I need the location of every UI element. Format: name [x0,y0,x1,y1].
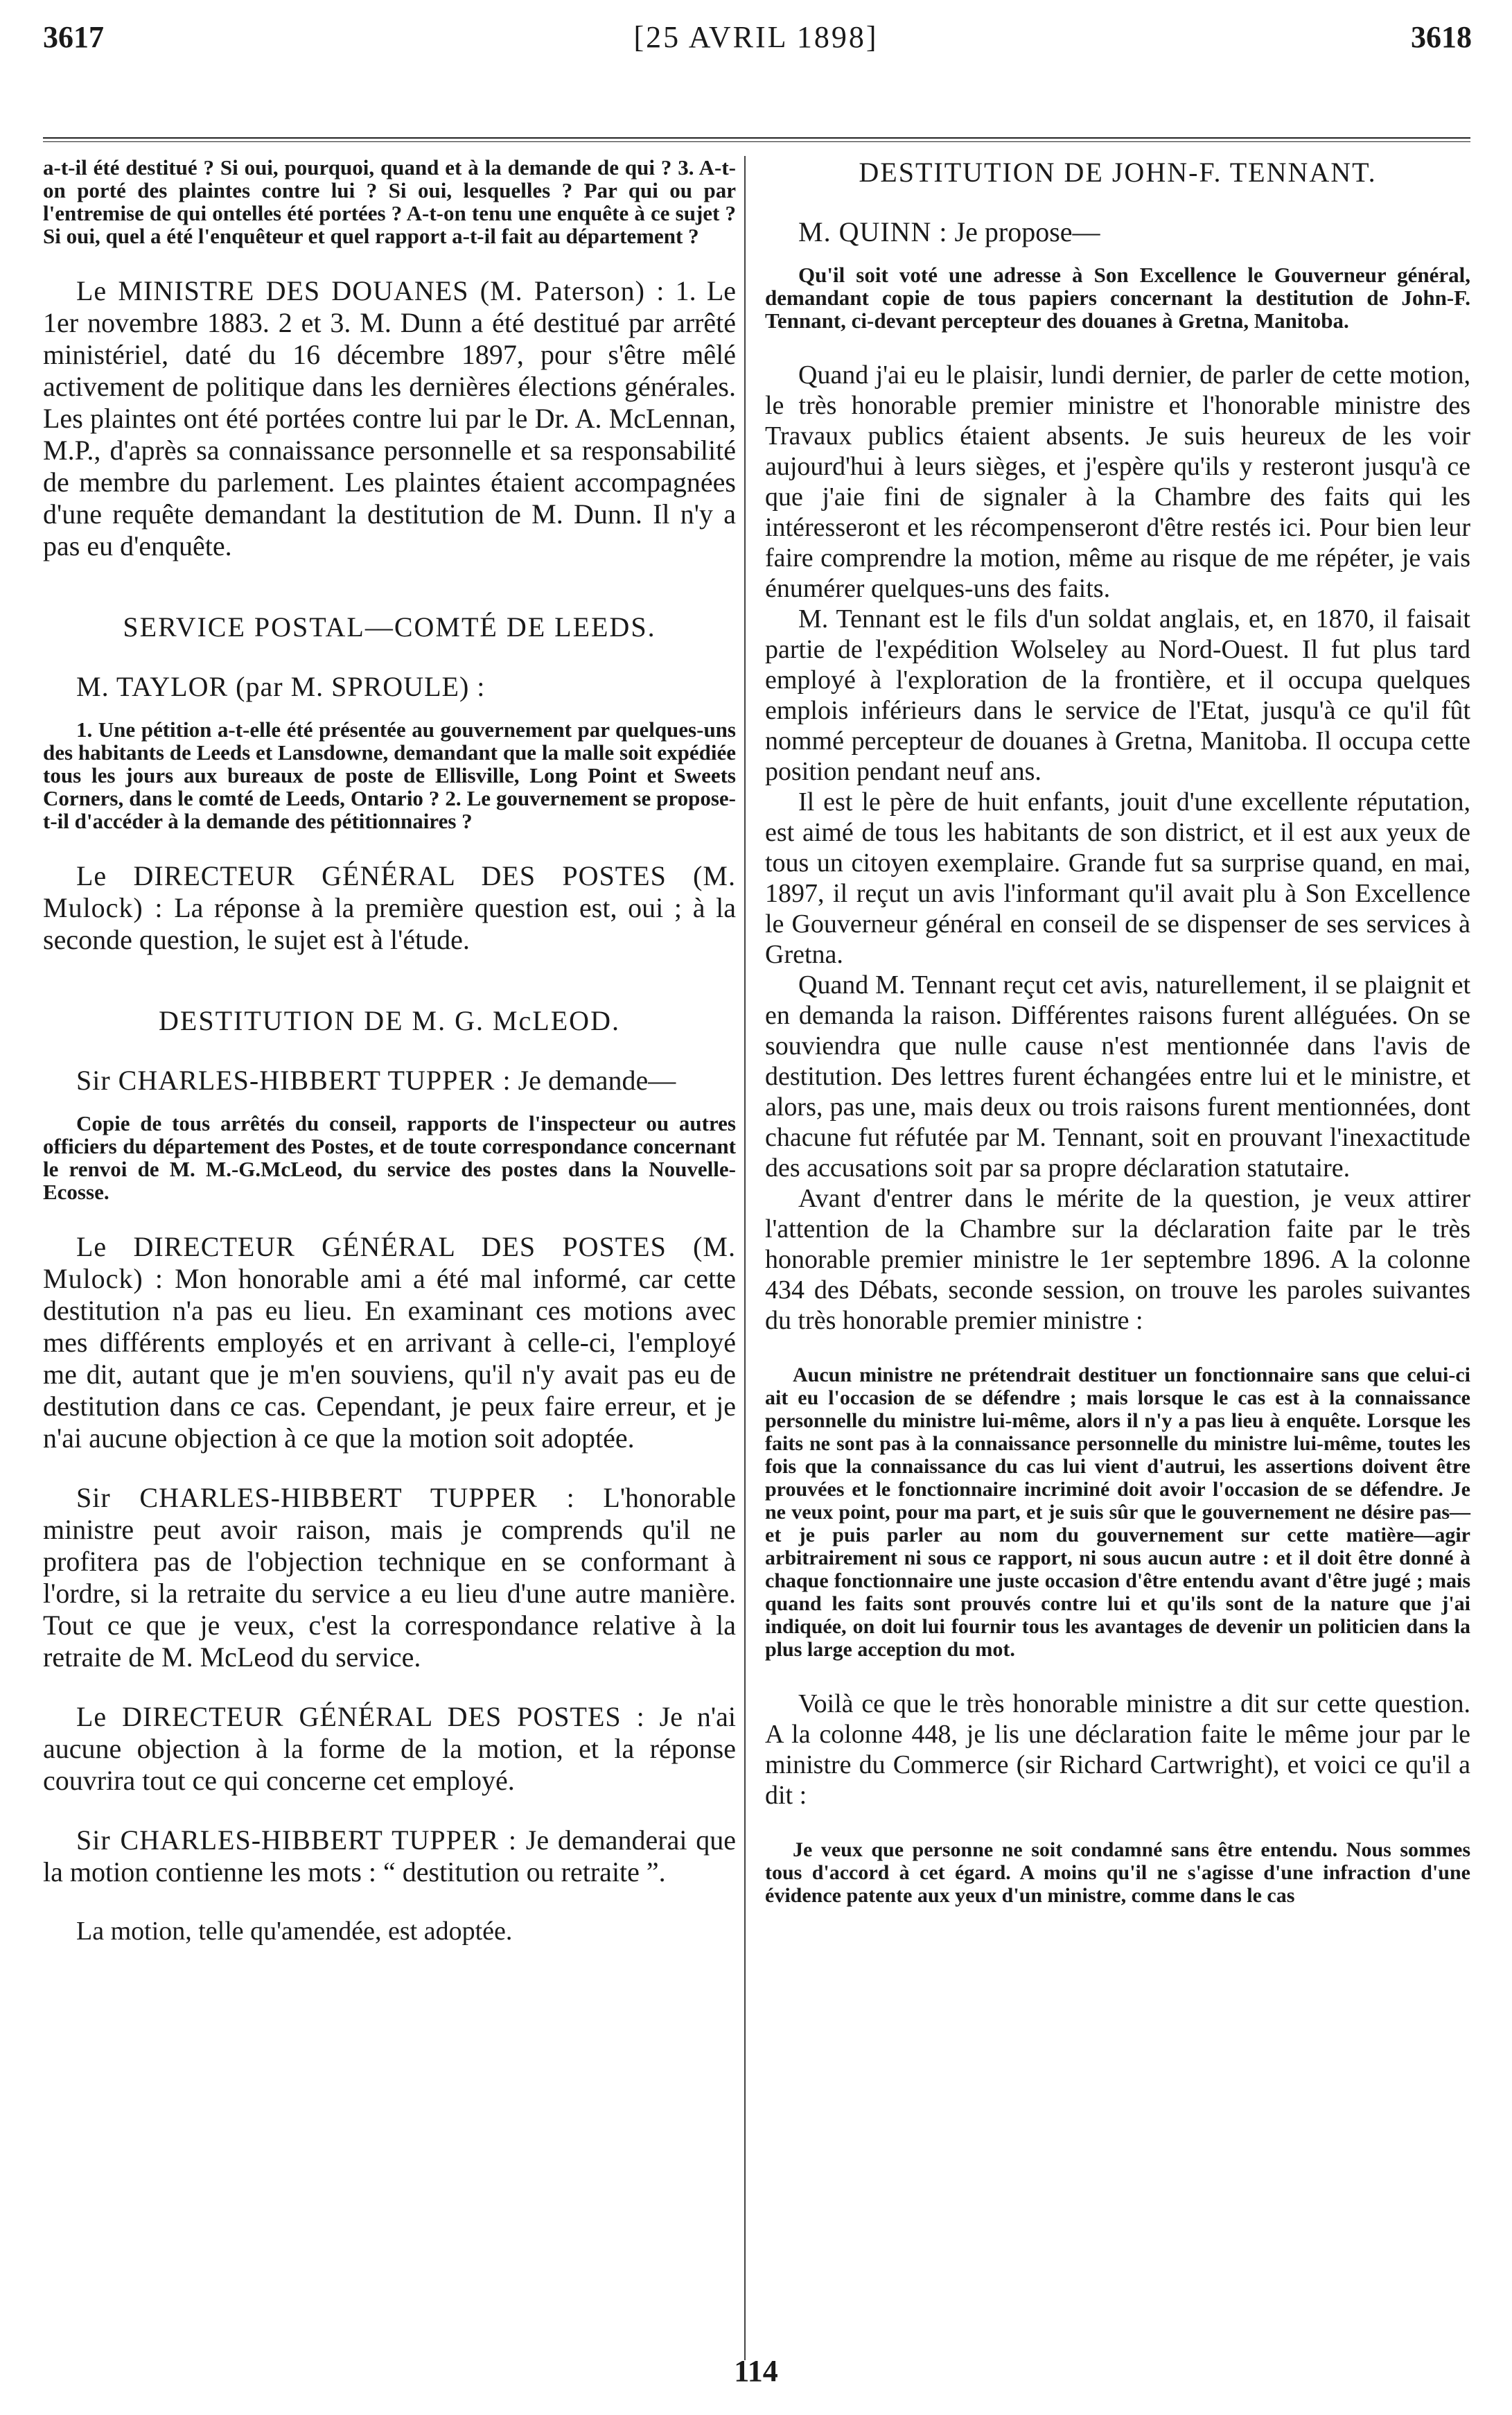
block-quote: Aucun ministre ne prétendrait destituer un fonctionnaire sans que celui-ci ait eu l'occasion de se défendre ; mais lorsque le cas est à la connaissance personnelle du ministre lui-même, alors il n'y a pas lieu à enquête. Lorsque les faits ne sont pas à la connaissance personnelle du ministre lui-même, toutes les fois que la connaissance du cas lui vient d'autrui, les assertions doivent être prouvées et le fonctionnaire incriminé doit avoir l'occasion de se défendre. Je ne veux point, pour ma part, et je suis sûr que le gouvernement ne désire pas—et je puis parler au nom du gouvernement sur cette matière—agir arbitrairement ni sous ce rapport, ni sous aucun autre : et il doit être donné à chaque fonctionnaire une juste occasion d'être entendu avant d'être jugé ; mais quand les faits sont prouvés contre lui et qu'ils sont de la nature que j'ai indiquée, on doit lui fournir tous les avantages de devenir un politicien dans la plus large acception du mot. [765,1363,1470,1661]
header-date: [25 AVRIL 1898] [633,20,879,54]
page-number-right: 3618 [1411,20,1472,54]
speech-text: Je n'ai aucune objection à la forme de la motion, et la réponse couvrira tout ce qui concerne cet employé. [43,1701,736,1796]
speech-tupper-3 [43,1824,736,1888]
speech-dg-3 [43,1701,736,1797]
motion-text: Copie de tous arrêtés du conseil, rapports de l'inspecteur ou autres officiers du département des Postes, et de toute correspondance concernant le renvoi de M. M.-G.McLeod, du service des postes dans la Nouvelle-Ecosse. [43,1111,736,1204]
speech-text: 1. Le 1er novembre 1883. 2 et 3. M. Dunn a été destitué par arrêté ministériel, daté du 16 décembre 1897, pour s'être mêlé activement de politique dans les dernières élections générales. Les plaintes ont été portées contre lui par le Dr. A. McLennan, M.P., d'après sa connaissance personnelle et sa responsabilité de membre du parlement. Les plaintes étaient accompagnées d'une requête demandant la destitution de M. Dunn. Il n'y a pas eu d'enquête. [43,275,737,561]
speech-text: L'honorable ministre peut avoir raison, mais je comprends qu'il ne profitera pas de l'objection technique en se conformant à l'ordre, si la retraite du service a eu lieu d'une autre manière. Tout ce que je veux, c'est la correspondance relative à la retraite de M. McLeod du service. [43,1482,736,1673]
motion-adopted: La motion, telle qu'amendée, est adoptée. [76,1917,513,1946]
question-text: 1. Une pétition a-t-elle été présentée au gouvernement par quelques-uns des habitants de Leeds et Lansdowne, demandant que la malle soit expédiée tous les jours aux bureaux de poste de Ellisville, Long Point et Sweets Corners, dans le comté de Leeds, Ontario ? 2. Le gouvernement se propose-t-il d'accéder à la demande des pétitionnaires ? [43,717,736,833]
header-rule [43,137,1470,142]
block-quote: Je veux que personne ne soit condamné sans être entendu. Nous sommes tous d'accord à cet égard. A moins qu'il ne s'agisse d'une infraction d'une évidence patente aux yeux d'un ministre, comme dans le cas [765,1838,1470,1907]
speech-text: Je demanderai que la motion contienne les mots : “ destitution ou retraite ”. [43,1824,737,1887]
speaker-name: Le MINISTRE DES DOUANES (M. Paterson) : [76,275,665,306]
speech-quinn [765,216,1470,248]
speech-text: Je propose— [954,216,1100,247]
paragraph: Il est le père de huit enfants, jouit d'une excellente réputation, est aimé de tous les habitants de son district, et il est aux yeux de tous un citoyen exemplaire. Grande fut sa surprise quand, en mai, 1897, il reçut un avis l'informant qu'il avait plu à Son Excellence le Gouverneur général en conseil de se dispenser de ses services à Gretna. [765,787,1470,969]
paragraph: Voilà ce que le très honorable ministre a dit sur cette question. A la colonne 448, je lis une déclaration faite le même jour par le ministre du Commerce (sir Richard Cartwright), et voici ce qu'il a dit : [765,1689,1470,1810]
speech-dg-2 [43,1231,736,1454]
speech-taylor [43,671,736,703]
right-column [765,156,1470,1907]
speech-tupper-2 [43,1482,736,1673]
paragraph: Quand M. Tennant reçut cet avis, naturellement, il se plaignit et en demanda la raison. Différentes raisons furent alléguées. On se souviendra que nulle cause n'est mentionnée dans l'avis de destitution. Des lettres furent échangées entre lui et le ministre, et alors, pas une, mais deux ou trois raisons furent mentionnées, dont chacune fut réfutée par M. Tennant, soit en prouvant l'inexactitude des accusations soit par sa propre déclaration statutaire. [765,970,1470,1183]
speaker-name: Sir CHARLES-HIBBERT TUPPER : [76,1482,575,1513]
speaker-name: Sir CHARLES-HIBBERT TUPPER : [76,1065,511,1096]
speech-douanes [43,275,736,562]
section-heading-mcleod: DESTITUTION DE M. G. McLEOD. [159,1005,620,1036]
paragraph: Quand j'ai eu le plaisir, lundi dernier, de parler de cette motion, le très honorable premier ministre et l'honorable ministre des Travaux publics étaient absents. Je suis heureux de les voir aujourd'hui à leurs sièges, et j'espère qu'ils y resteront jusqu'à ce que j'aie fini de signaler à la Chambre des faits qui les intéresseront et les récompenseront d'être restés ici. Pour bien leur faire comprendre la motion, même au risque de me répéter, je vais énumérer quelques-uns des faits. [765,360,1470,603]
paragraph: Avant d'entrer dans le mérite de la question, je veux attirer l'attention de la Chambre sur la déclaration faite par le très honorable premier ministre le 1er septembre 1896. A la colonne 434 des Débats, seconde session, on trouve les paroles suivantes du très honorable premier ministre : [765,1184,1470,1335]
question-continuation: a-t-il été destitué ? Si oui, pourquoi, quand et à la demande de qui ? 3. A-t-on porté des plaintes contre lui ? Si oui, lesquelles ? Par qui ou par l'entremise de qui ontelles été portées ? A-t-on tenu une enquête à ce sujet ? Si oui, quel a été l'enquêteur et quel rapport a-t-il fait au département ? [43,155,736,248]
section-heading-tennant: DESTITUTION DE JOHN-F. TENNANT. [859,157,1377,188]
page-header [0,19,1512,75]
speaker-name: M. QUINN : [798,216,948,247]
left-column [43,156,736,1946]
speaker-name: M. TAYLOR (par M. SPROULE) : [76,671,486,702]
speech-text: Mon honorable ami a été mal informé, car cette destitution n'a pas eu lieu. En examinant ces motions avec mes différents employés et en arrivant à celle-ci, l'employé me dit, autant que je m'en souviens, qu'il n'y avait pas eu de destitution dans ce cas. Cependant, je peux faire erreur, et je n'ai aucune objection à ce que la motion soit adoptée. [43,1263,737,1454]
page-footer-number: 114 [734,2354,778,2388]
speech-dg-1 [43,860,736,956]
paragraph: M. Tennant est le fils d'un soldat anglais, et, en 1870, il faisait partie de l'expédition Wolseley au Nord-Ouest. Il fut plus tard employé à l'exploration de la frontière, et il occupa quelques emplois inférieurs dans le service de l'Etat, jusqu'à ce qu'il fût nommé percepteur de douanes à Gretna, Manitoba. Il occupa cette position pendant neuf ans. [765,604,1470,786]
speaker-name: Le DIRECTEUR GÉNÉRAL DES POSTES : [76,1701,645,1732]
speaker-name: Sir CHARLES-HIBBERT TUPPER : [76,1824,517,1856]
motion-text: Qu'il soit voté une adresse à Son Excellence le Gouverneur général, demandant copie de tous papiers concernant la destitution de John-F. Tennant, ci-devant percepteur des douanes à Gretna, Manitoba. [765,263,1470,333]
speaker-name: Le DIRECTEUR GÉNÉRAL DES POSTES (M. Mulock) : [43,860,736,923]
speech-text: La réponse à la première question est, oui ; à la seconde question, le sujet est à l'étude. [43,892,736,955]
speech-text: Je demande— [518,1065,676,1096]
speech-tupper-1 [43,1065,736,1097]
page-number-left: 3617 [43,20,104,54]
speaker-name: Le DIRECTEUR GÉNÉRAL DES POSTES (M. Mulock) : [43,1231,736,1294]
section-heading-leeds: SERVICE POSTAL—COMTÉ DE LEEDS. [123,611,656,643]
column-divider [744,156,746,2360]
